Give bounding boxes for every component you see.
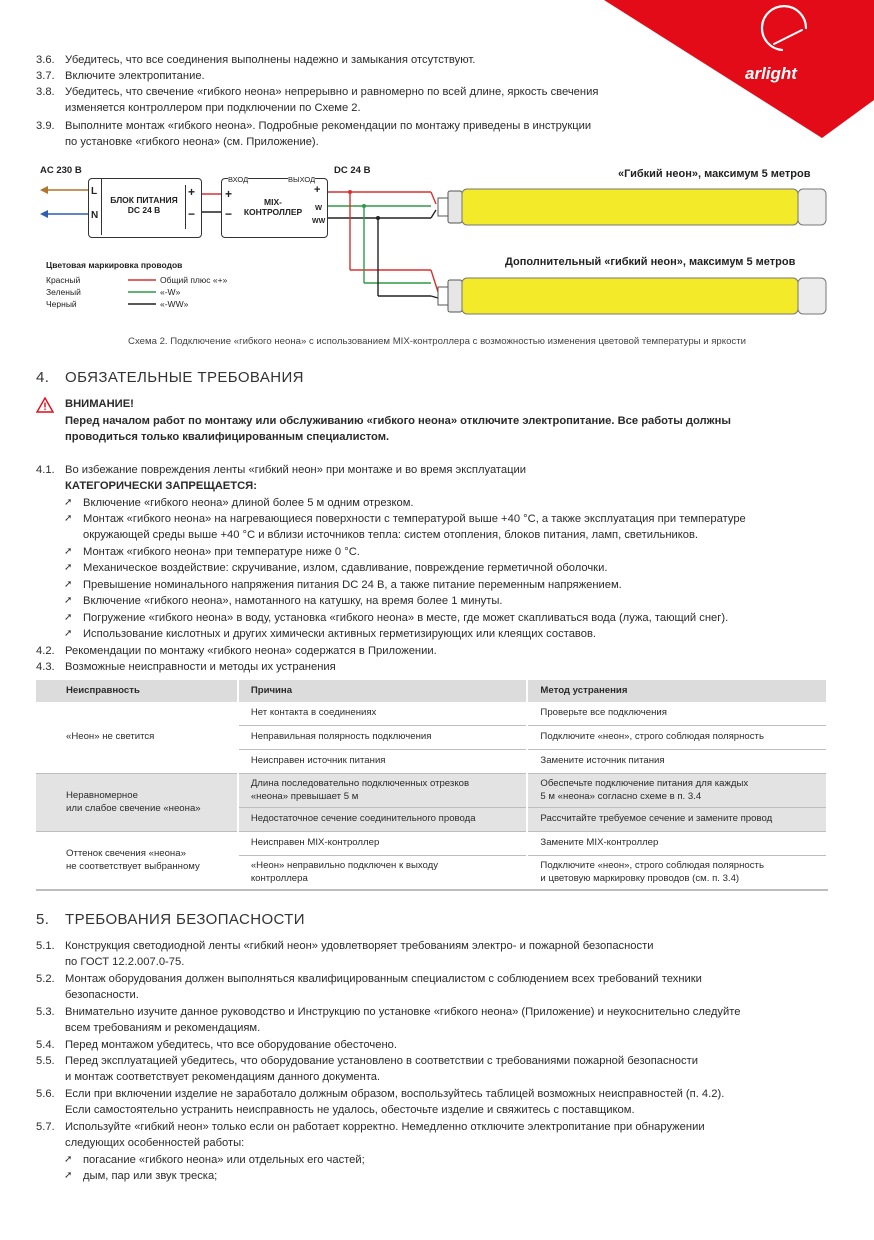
column-header: Метод устранения (527, 680, 827, 702)
item-text: Монтаж оборудования должен выполняться квалифицированным специалистом с соблюдением всех требований техники (65, 973, 702, 985)
fault-text: Неравномерное (66, 790, 138, 801)
table-row (36, 832, 827, 856)
ctrl-output-label: ВЫХОД (288, 175, 316, 184)
fix-text: 5 м «неона» согласно схеме в п. 3.4 (540, 790, 702, 802)
legend-color: Красный (46, 275, 81, 285)
item-num: 5.4. (36, 1039, 55, 1051)
list-item: Монтаж «гибкого неона» на нагревающиеся поверхности с температурой выше +40 °С, а также эксплуатация при температуре (83, 513, 746, 525)
fault-text: Оттенок свечения «неона» (66, 848, 186, 859)
ctrl-in-minus: − (225, 207, 233, 221)
legend-title: Цветовая маркировка проводов (46, 260, 183, 270)
fix-cell: Замените источник питания (527, 750, 827, 774)
fault-cell: «Неон» не светится (36, 702, 238, 774)
arlight-logo-text: arlight (745, 64, 797, 83)
item-num: 5.6. (36, 1088, 55, 1100)
item-num: 3.8. (36, 86, 55, 98)
neon2-label: Дополнительный «гибкий неон», максимум 5 метров (505, 256, 796, 268)
item-num: 3.7. (36, 70, 55, 82)
item-num: 3.9. (36, 120, 55, 132)
arrow-bullet-icon: ➚ (64, 1170, 73, 1181)
item-text: Выполните монтаж «гибкого неона». Подробные рекомендации по монтажу приведены в инструкции (65, 120, 592, 132)
cause-cell (238, 856, 528, 891)
ac-label: AC 230 В (40, 165, 82, 176)
psu-minus: − (188, 207, 196, 221)
fix-cell (527, 774, 827, 808)
warning-text: Перед началом работ по монтажу или обслуживанию «гибкого неона» отключите электропитание. Все работы должны (65, 415, 731, 427)
fix-text: Подключите «неон», строго соблюдая полярность (540, 860, 764, 871)
arrow-bullet-icon: ➚ (64, 628, 73, 639)
section-title: ТРЕБОВАНИЯ БЕЗОПАСНОСТИ (65, 911, 305, 928)
item-text: Убедитесь, что все соединения выполнены надежно и замыкания отсутствуют. (65, 54, 476, 66)
cause-text: Длина последовательно подключенных отрезков (250, 778, 470, 789)
item-text: безопасности. (65, 989, 139, 1001)
item-num: 4.3. (36, 661, 55, 673)
item-text: Если при включении изделие не заработало должным образом, воспользуйтесь таблицей возможных неисправностей (п. 4.2). (65, 1088, 725, 1100)
legend-meaning: «-W» (160, 287, 181, 297)
fix-text: Обеспечьте подключение питания для каждых (540, 778, 749, 789)
arrow-bullet-icon: ➚ (64, 497, 73, 508)
list-item: Погружение «гибкого неона» в воду, установка «гибкого неона» в месте, где может скапливаться вода (лужа, тающий снег). (83, 612, 729, 624)
neon-strip-2 (462, 278, 798, 314)
item-num: 5.2. (36, 973, 55, 985)
item-text: Перед эксплуатацией убедитесь, что оборудование установлено в соответствии с требованиями пожарной безопасности (65, 1055, 698, 1067)
item-text: Внимательно изучите данное руководство и Инструкцию по установке «гибкого неона» (Приложение) и неукоснительно следуйте (65, 1006, 741, 1018)
section-num: 4. (36, 369, 50, 386)
item-text: Используйте «гибкий неон» только если он работает корректно. Немедленно отключите электропитание при обнаружении (65, 1121, 705, 1133)
legend-color: Черный (46, 299, 77, 309)
item-text: Во избежание повреждения ленты «гибкий неон» при монтаже и во время эксплуатации (65, 464, 527, 476)
diagram-caption: Схема 2. Подключение «гибкого неона» с использованием MIX-контроллера с возможностью изменения цветовой температуры и яркости (128, 336, 746, 347)
ctrl-out-plus: + (314, 184, 321, 196)
fix-cell: Проверьте все подключения (527, 702, 827, 726)
warning-icon (36, 397, 54, 413)
warning-text: проводиться только квалифицированным специалистом. (65, 431, 390, 443)
list-item: Механическое воздействие: скручивание, излом, сдавливание, повреждение герметичной оболочки. (83, 562, 608, 574)
warning-title: ВНИМАНИЕ! (65, 398, 134, 410)
arrow-bullet-icon: ➚ (64, 595, 73, 606)
fault-text: или слабое свечение «неона» (66, 802, 201, 814)
list-item: Монтаж «гибкого неона» при температуре ниже 0 °С. (83, 546, 360, 558)
ctrl-out-ww: WW (312, 218, 326, 225)
arrow-bullet-icon: ➚ (64, 546, 73, 557)
list-item: дым, пар или звук треска; (83, 1170, 218, 1182)
cause-cell: Недостаточное сечение соединительного провода (238, 808, 528, 832)
table-row (36, 702, 827, 726)
arrow-bullet-icon: ➚ (64, 579, 73, 590)
cause-cell: Неисправен MIX-контроллер (238, 832, 528, 856)
item-num: 5.7. (36, 1121, 55, 1133)
cause-text: контроллера (250, 872, 308, 884)
item-text: Если самостоятельно устранить неисправность не удалось, обесточьте изделие и свяжитесь с поставщиком. (65, 1104, 635, 1116)
column-header: Неисправность (36, 680, 238, 702)
item-text: Возможные неисправности и методы их устранения (65, 661, 336, 673)
item-num: 3.6. (36, 54, 55, 66)
item-num: 4.1. (36, 464, 55, 476)
legend-meaning: «-WW» (160, 299, 189, 309)
item-text: Убедитесь, что свечение «гибкого неона» непрерывно и равномерно по всей длине, яркость свечения (65, 86, 599, 98)
fault-text: не соответствует выбранному (66, 860, 200, 872)
cause-text: «Неон» неправильно подключен к выходу (250, 860, 439, 871)
power-supply-block (88, 178, 202, 238)
mix-controller-block (221, 175, 328, 238)
list-item: окружающей среды выше +40 °С и вблизи источников тепла: систем отопления, блоков питания, ламп, светильников. (83, 529, 699, 541)
neon1-label: «Гибкий неон», максимум 5 метров (618, 168, 811, 180)
item-text: и монтаж соответствует рекомендациям данного документа. (65, 1071, 381, 1083)
psu-voltage: DC 24 В (127, 205, 161, 215)
section-4-heading (36, 370, 304, 386)
cause-cell: Неправильная полярность подключения (238, 726, 528, 750)
item-text: Рекомендации по монтажу «гибкого неона» содержатся в Приложении. (65, 645, 437, 657)
arrow-bullet-icon: ➚ (64, 612, 73, 623)
fix-cell: Подключите «неон», строго соблюдая полярность (527, 726, 827, 750)
neon-strip-1 (462, 189, 798, 225)
legend-meaning: Общий плюс «+» (160, 275, 228, 285)
item-text: Конструкция светодиодной ленты «гибкий неон» удовлетворяет требованиям электро- и пожарной безопасности (65, 940, 654, 952)
item-text: по ГОСТ 12.2.007.0-75. (65, 956, 185, 968)
cause-cell: Нет контакта в соединениях (238, 702, 528, 726)
fault-cell (36, 774, 238, 832)
psu-title: БЛОК ПИТАНИЯ (110, 195, 178, 205)
list-item: Включение «гибкого неона» длиной более 5 м одним отрезком. (83, 497, 414, 509)
ctrl-title-2: КОНТРОЛЛЕР (243, 207, 303, 217)
fix-cell: Рассчитайте требуемое сечение и замените провод (527, 808, 827, 832)
item-text: изменяется контроллером при подключении по Схеме 2. (65, 102, 361, 114)
dc-label: DC 24 В (334, 165, 371, 176)
cause-cell: Неисправен источник питания (238, 750, 528, 774)
ctrl-in-plus: + (225, 187, 233, 201)
arrow-bullet-icon: ➚ (64, 513, 73, 524)
fix-text: и цветовую маркировку проводов (см. п. 3.4) (540, 872, 740, 884)
cause-text: «неона» превышает 5 м (250, 790, 359, 802)
table-header-row (36, 680, 827, 702)
fault-cell (36, 832, 238, 891)
psu-plus: + (188, 185, 196, 199)
item-num: 5.5. (36, 1055, 55, 1067)
section-5-heading (36, 912, 305, 928)
ctrl-title: MIX- (264, 197, 282, 207)
ctrl-out-w: W (315, 203, 323, 212)
section-num: 5. (36, 911, 50, 928)
ctrl-input-label: ВХОД (228, 175, 249, 184)
item-text: Включите электропитание. (65, 70, 205, 82)
item-text: следующих особенностей работы: (65, 1137, 245, 1149)
item-num: 5.3. (36, 1006, 55, 1018)
item-text: Перед монтажом убедитесь, что все оборудование обесточено. (65, 1039, 397, 1051)
table-row (36, 774, 827, 808)
arrow-bullet-icon: ➚ (64, 562, 73, 573)
list-item: Включение «гибкого неона», намотанного на катушку, на время более 1 минуты. (83, 595, 503, 607)
column-header: Причина (238, 680, 528, 702)
list-item: погасание «гибкого неона» или отдельных его частей; (83, 1154, 365, 1166)
legend-color: Зеленый (46, 287, 81, 297)
item-num: 4.2. (36, 645, 55, 657)
wiring-diagram (36, 158, 836, 323)
fix-cell: Замените MIX-контроллер (527, 832, 827, 856)
cause-cell (238, 774, 528, 808)
troubleshooting-table (36, 680, 828, 891)
fix-cell (527, 856, 827, 891)
prohibited-heading: КАТЕГОРИЧЕСКИ ЗАПРЕЩАЕТСЯ: (65, 480, 257, 492)
list-item: Превышение номинального напряжения питания DC 24 В, а также питание переменным напряжением. (83, 579, 622, 591)
psu-l-terminal: L (91, 186, 98, 197)
arrow-bullet-icon: ➚ (64, 1154, 73, 1165)
item-text: всем требованиям и рекомендациям. (65, 1022, 261, 1034)
item-num: 5.1. (36, 940, 55, 952)
section-title: ОБЯЗАТЕЛЬНЫЕ ТРЕБОВАНИЯ (65, 369, 304, 386)
item-text: по установке «гибкого неона» (см. Приложение). (65, 136, 319, 148)
list-item: Использование кислотных и других химически активных герметизирующих или клеящих составов. (83, 628, 597, 640)
psu-n-terminal: N (91, 210, 99, 221)
